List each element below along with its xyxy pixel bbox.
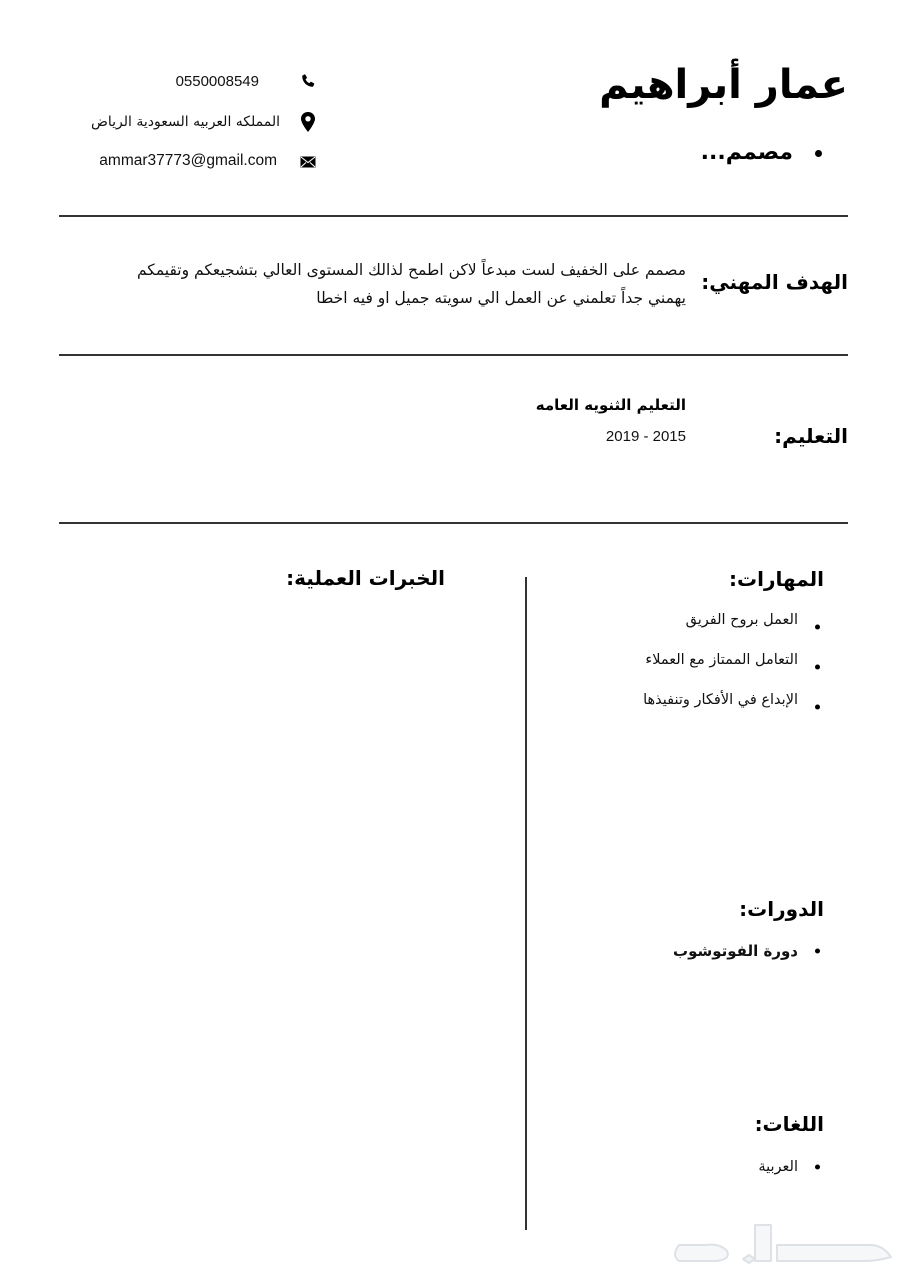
skills-list xyxy=(643,607,824,727)
languages-list xyxy=(758,1154,824,1180)
contact-location xyxy=(91,110,280,134)
course-item: دورة الفوتوشوب xyxy=(673,938,824,964)
objective-text: مصمم على الخفيف لست مبدعاً لاكن اطمح لذالك المستوى العالي بتشجيعكم وتقيمكم يهمني جداً تعلمني عن العمل الي سويته جميل او فيه اخطا xyxy=(136,261,686,307)
divider xyxy=(59,215,848,217)
bullet-icon xyxy=(815,949,820,954)
divider xyxy=(59,522,848,524)
bullet-icon xyxy=(815,705,820,710)
education-title: التعليم: xyxy=(774,424,848,448)
bullet-icon xyxy=(815,625,820,630)
email-address[interactable]: ammar37773@gmail.com xyxy=(99,152,277,169)
bullet-icon xyxy=(815,665,820,670)
skills-title: المهارات: xyxy=(729,567,824,591)
envelope-icon xyxy=(298,152,318,172)
skill-item: العمل بروح الفريق xyxy=(643,607,824,647)
role-text: مصمم... xyxy=(700,140,793,165)
divider xyxy=(59,354,848,356)
education-years: 2019 - 2015 xyxy=(605,428,686,445)
column-divider xyxy=(525,577,527,1230)
objective-title: الهدف المهني: xyxy=(701,270,848,294)
haraj-watermark-logo xyxy=(665,1215,900,1270)
map-pin-icon xyxy=(298,112,318,132)
location-text: المملكه العربيه السعودية الرياض xyxy=(90,114,280,130)
languages-title: اللغات: xyxy=(754,1112,824,1136)
contact-email xyxy=(99,149,277,173)
experience-title: الخبرات العملية: xyxy=(286,566,445,590)
phone-number: 0550008549 xyxy=(175,72,259,90)
courses-list xyxy=(673,938,824,964)
contact-phone xyxy=(176,69,259,93)
skill-item: التعامل الممتاز مع العملاء xyxy=(643,647,824,687)
language-item: العربية xyxy=(758,1154,824,1180)
candidate-name: عمار أبراهيم xyxy=(599,62,848,108)
education-school: التعليم الثنويه العامه xyxy=(535,396,686,414)
phone-icon xyxy=(298,71,318,91)
skill-item: الإبداع في الأفكار وتنفيذها xyxy=(643,687,824,727)
candidate-role xyxy=(701,140,822,165)
courses-title: الدورات: xyxy=(739,897,824,921)
bullet-icon xyxy=(815,150,822,157)
bullet-icon xyxy=(815,1165,820,1170)
